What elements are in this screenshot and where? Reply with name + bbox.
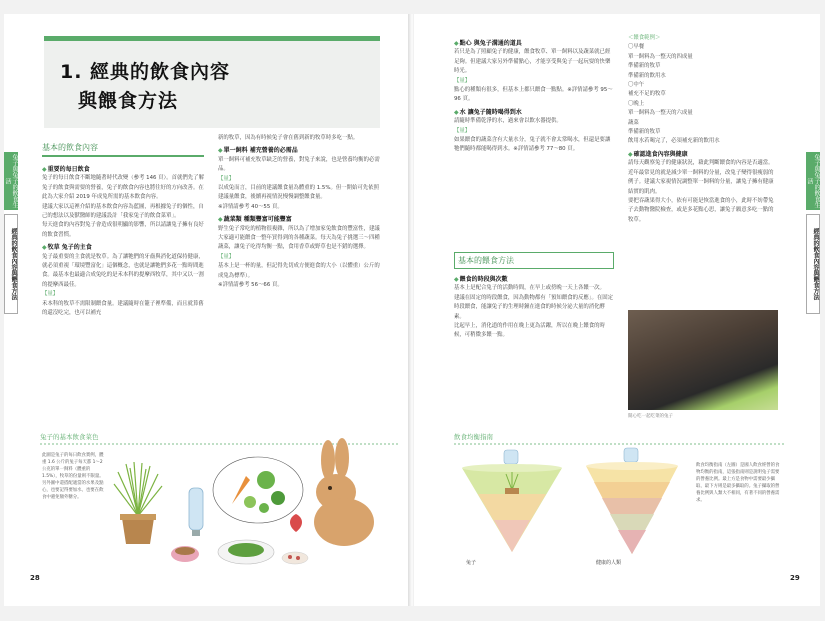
amount-tag: 【量】 — [218, 253, 235, 260]
photo-caption: 開心吃一起吃菜的兔子 — [628, 414, 673, 419]
subheading: ◆ 牧草 兔子的主食 — [42, 243, 204, 252]
paragraph: 新的牧草，因為有時候兔子會在舊到新的牧草時多吃一點。 — [218, 135, 359, 141]
section-heading-basic-diet: 基本的飲食內容 — [42, 142, 204, 157]
paragraph: 準備新的飲用水 — [628, 72, 666, 79]
subheading: ◆ 單一飼料 補充營養的必需品 — [218, 146, 380, 155]
hay-pot-illustration — [108, 460, 168, 548]
subheading: ◆ 餵食的時段與次數 — [454, 275, 614, 284]
paragraph: 兔子的每日飲食不斷地隨著時代改變（參考 146 頁）。首就們先了解兔子的飲食與需要的營養，兔子的飲食內容也將往好的方向改善。在此為大家介紹 2019 年成兔所需的基本飲食內容。 — [42, 175, 204, 201]
paragraph: 請隨時準備乾淨的水，過來會以飲水器提供。 — [454, 118, 562, 125]
rabbit-illustration — [300, 438, 380, 548]
paragraph: 要把吞蔬果得大小，依有可能是恢當進食的小，此時不妨帶兔子去動物醫院檢查，或是多花點心思，讓兔子願意多吃一點的牧草。 — [628, 197, 774, 223]
amount-tag: 【量】 — [454, 127, 471, 134]
section-heading-feeding-method: 基本的餵食方法 — [454, 252, 614, 269]
paragraph: 基本上是一杯的量，但記得先切成方便進食的大小（以體重）公斤的成兔為標準）。 — [218, 263, 380, 279]
rabbits-photo — [628, 310, 778, 410]
sidetab-right-white: 經典的飲食內容與餵食方法 — [806, 214, 820, 314]
amount-tag: 【量】 — [454, 77, 471, 84]
page-title-line1: 1. 經典的飲食內容 — [60, 61, 231, 83]
paragraph: 野生兔子常吃的植物很複雜，所以為了增加家兔飲食的豐富性，建議大家適可能餵食一整年買得到的各種蔬菜。每天為兔子挑選三〜四種蔬菜，讓兔子吃得均衡一點，食用香草或野草也是不錯的選擇。 — [218, 225, 380, 251]
strawberry-illustration — [284, 510, 308, 534]
paragraph: 若只是為了照顧兔子的健康，餵食牧草、單一飼料以及蔬菜就已經足夠。但建議大家另外準備點心，才能享受與兔子一起玩耍的快樂時光。 — [454, 49, 611, 75]
illustration-band-label: 兔子的基本飲食菜色 — [40, 433, 99, 441]
paragraph: 準備新的牧草 — [628, 129, 661, 136]
right-column-2 — [628, 34, 778, 225]
sidetab-right-green: 兔子與兔子的飲食生活 — [806, 154, 820, 208]
paragraph: ※詳情請參考 40〜55 頁。 — [218, 203, 283, 210]
paragraph: 比起早上，消化道的作用在晚上更為活躍，所以在晚上餵食的時候，可稍微多餵一點。 — [454, 323, 605, 339]
paragraph: 準備新的牧草 — [628, 63, 661, 70]
illustration-band-label-right: 飲食均衡指南 — [454, 433, 493, 441]
illustration-note: 此圖是兔子的每日飲食實例，體重 1.6 公斤的兔子每天都 1〜2 公克的單一飼料（體重的 1.5%），牧草的份量則不限量。另外圖中還搭配適當的水果及點心，也要記得要加水、也要在飲食中避免額外糖分。 — [42, 453, 104, 500]
paragraph: 〇中午 — [628, 82, 645, 89]
page-number-right: 29 — [790, 574, 800, 582]
sidetab-left-white: 經典的飲食內容與餵食方法 — [4, 214, 18, 314]
paragraph: 建議大家以這裡介紹的基本飲食內容為藍圖，再根據兔子的個性，自己的想法以及獸醫師的建議設計「我家兔子的飲食菜單」。 — [42, 203, 204, 220]
amount-tag: 【量】 — [218, 175, 235, 182]
paragraph: 單一飼料可補充牧草缺乏的營養，對兔子來說，也是營養均衡的必需品。 — [218, 156, 380, 173]
paragraph: 點心的種類有很多，但基本上都只餵食一點點。※詳情請參考 95〜96 頁。 — [454, 87, 613, 103]
paragraph: 近年最常見的就是減少單一飼料的分量，改兔子變得很瘦弱的例子。建議大家視情況調整單一飼料的分量，讓兔子擁有健康結實的肌肉。 — [628, 169, 774, 195]
pellet-bowl-illustration — [168, 542, 202, 566]
left-page — [4, 14, 410, 606]
title-accent-bar — [44, 36, 380, 41]
paragraph: 建議在固定的時段餵食，因為動物都有「預知餵食的反應」。在固定時段餵食，能讓兔子的生理時鐘在進食的時候分泌大量的消化酵素。 — [454, 294, 614, 320]
illustration-note-right: 飲食均衡指南（左圖）是國人飲食經營的食物均衡的指南，這張指南則是說明兔子需要的營養比例。最上方是食物中需要最少攝取、最下方則是最多攝取的。兔子攝取的營養比例與人類大不相同，有著不同的營養需求。 — [696, 463, 780, 503]
rabbit-cone-label: 兔子 — [466, 560, 477, 566]
amount-tag: 【量】 — [42, 291, 59, 298]
water-bottle-illustration — [184, 484, 208, 540]
paragraph: 飲用水若喝完了，必須補充新的飲用水 — [628, 138, 720, 145]
paragraph: ※詳情請參考 56〜66 頁。 — [218, 282, 283, 289]
subheading: ◆ 重要的每日飲食 — [42, 165, 204, 174]
page-number-left: 28 — [30, 574, 40, 582]
sidetab-left-green: 兔子與兔子的飲食生活 — [4, 154, 18, 208]
paragraph: 請每天觀察兔子的健康狀況，藉此判斷餵食的內容是否適當。 — [628, 160, 774, 167]
right-column-1b — [454, 272, 614, 341]
subheading: ◆ 點心 與兔子溝通的道具 — [454, 39, 614, 48]
paragraph: 〇早餐 — [628, 44, 645, 51]
left-column-1 — [42, 162, 204, 319]
paragraph: 補充不足的牧草 — [628, 91, 666, 98]
paragraph: 以成兔而言，目前的建議餵食量為體重的 1.5%。但一開始可先依照建議量餵食，後續再視情況慢慢調整餵食量。 — [218, 185, 379, 201]
paragraph: 單一飼料為一整天的六成量 — [628, 110, 693, 117]
right-page — [414, 14, 820, 606]
subheading: ◆ 確認進食內容與健康 — [628, 150, 778, 159]
human-food-cone — [582, 446, 682, 558]
salad-plate-illustration — [216, 536, 276, 566]
paragraph: 禾本科的牧草不需限制餵食量。建議隨時在籠子裡準備，而且就算舊的還沒吃完，也可以補充 — [42, 300, 204, 317]
right-column-1 — [454, 36, 614, 155]
paragraph: 單一飼料為一整天的四成量 — [628, 53, 693, 60]
amount-tag: ＜餵食範例＞ — [628, 35, 661, 41]
paragraph: 基本上是配合兔子的活動時間，在早上或傍晚一天上各餵一次。 — [454, 285, 605, 292]
rabbit-food-cone — [460, 446, 564, 556]
paragraph: 蔬菜 — [628, 119, 639, 126]
paragraph: 如果餵食的蔬菜含有大量水分，兔子就不會太常喝水，但還是要讓牠們隨時都能喝得到水。※詳情請參考 77〜80 頁。 — [454, 137, 611, 153]
page-title-line2: 與餵食方法 — [78, 90, 179, 112]
paragraph: 每天進食的內容對兔子會造成很明顯的影響，所以請讓兔子擁有良好的飲食習慣。 — [42, 222, 204, 238]
treats-illustration — [280, 548, 310, 566]
subheading: ◆ 水 讓兔子隨時喝得到水 — [454, 108, 614, 117]
paragraph: 〇晚上 — [628, 100, 645, 107]
subheading: ◆ 蔬菜類 種類豐富可能豐富 — [218, 215, 380, 224]
human-cone-label: 健康的人類 — [596, 560, 622, 566]
paragraph: 兔子最重要的主食就是牧草。為了讓牠們的牙齒與消化道保持健康，就必須重視「環境豐富化」這個概念，也就是讓牠們多花一點時間進食。最基本也最適合成兔吃的是禾本科的提摩西牧草，其中又以一割的提摩西最佳。 — [42, 253, 204, 288]
left-column-2 — [218, 134, 380, 291]
